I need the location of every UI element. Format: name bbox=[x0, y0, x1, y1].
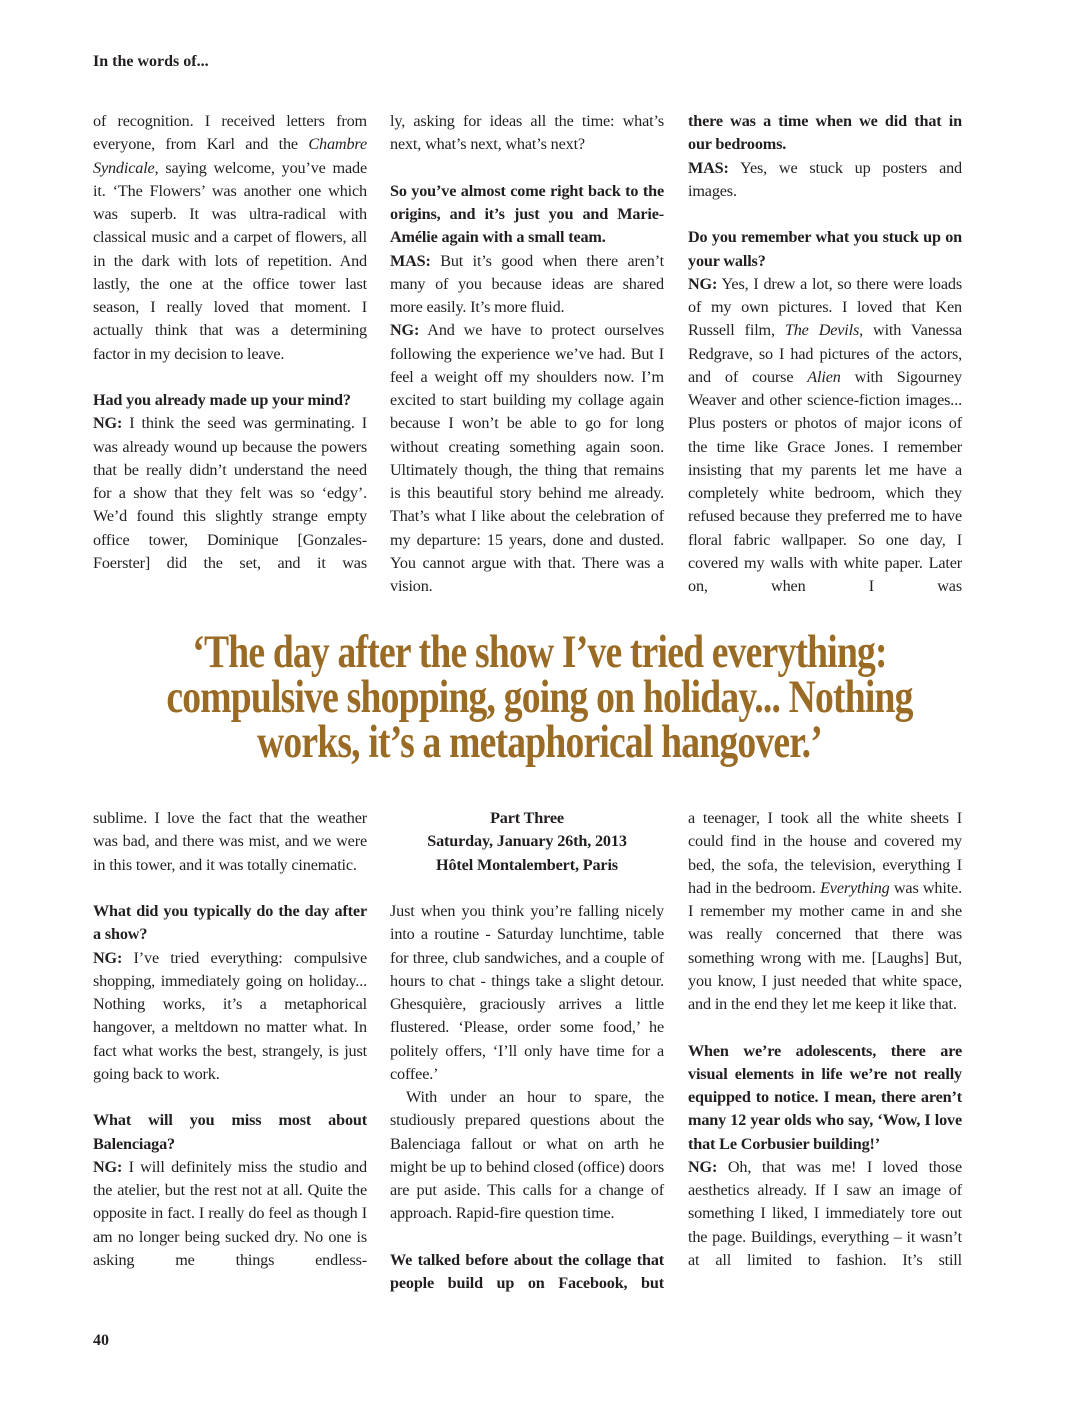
italic-text: Everything bbox=[820, 878, 890, 897]
body-text: But it’s good when there aren’t many of you because ideas are shared more easily. It’s more fluid. bbox=[390, 251, 664, 316]
pull-quote-line: works, it’s a metaphorical hangover.’ bbox=[256, 716, 823, 768]
column-bottom-1 bbox=[93, 807, 367, 1272]
section-heading bbox=[390, 854, 664, 877]
body-text: Yes, I drew a lot, so there were loads of my own pictures. I loved that Ken Russell film, bbox=[688, 274, 962, 340]
bold-text: Had you already made up your mind? bbox=[93, 391, 351, 409]
paragraph-spacer bbox=[390, 157, 664, 180]
paragraph bbox=[390, 1249, 664, 1296]
column-top-2 bbox=[390, 110, 664, 598]
paragraph bbox=[93, 412, 367, 575]
column-bottom-2 bbox=[390, 807, 664, 1295]
body-text: I think the seed was germinating. I was already wound up because the powers that be really didn’t understand the need for a show that they felt was so ‘edgy’. We’d found this slightly strange empty office tower, Dominique [Gonzales-Foerster] did the set, and it was bbox=[93, 414, 367, 572]
bold-text: NG: bbox=[688, 274, 718, 293]
body-text: , with Vanessa Redgrave, so I had pictures of the actors, and of course bbox=[688, 321, 963, 386]
body-text: was white. I remember my mother came in and she was really concerned that there was something wrong with me. [Laughs] But, you know, I just needed that white space, and in the end they let me keep it like that. bbox=[688, 878, 962, 1013]
paragraph bbox=[688, 1156, 962, 1272]
paragraph-spacer bbox=[390, 877, 664, 900]
bold-text: We talked before about the collage that people build up on Facebook, but bbox=[390, 1250, 664, 1292]
bold-text: NG: bbox=[390, 321, 420, 340]
body-text: And we have to protect ourselves following the experience we’ve had. But I feel a weight off my shoulders now. I’m excited to start building my collage again because I won’t be able to go for long without creating something again soon. Ultimately though, the thing that remains is this beautiful story behind me already. That’s what I like about the celebration of my departure: 15 years, done and dusted. You cannot argue with that. There was a vision. bbox=[390, 321, 664, 595]
body-text: a teenager, I took all the white sheets I could find in the house and covered my bed, the sofa, the television, everything I had in the bedroom. bbox=[688, 809, 962, 897]
paragraph-spacer bbox=[93, 366, 367, 389]
paragraph bbox=[390, 250, 664, 320]
paragraph bbox=[93, 110, 367, 366]
section-heading bbox=[390, 830, 664, 853]
paragraph bbox=[688, 273, 962, 599]
body-text: sublime. I love the fact that the weather was bad, and there was mist, and we were in this tower, and it was totally cinematic. bbox=[93, 809, 367, 874]
bold-text: NG: bbox=[688, 1157, 718, 1176]
body-text: Hôtel Montalembert, Paris bbox=[436, 855, 618, 874]
body-text: Yes, we stuck up posters and images. bbox=[688, 158, 962, 200]
italic-text: Alien bbox=[807, 367, 841, 386]
bold-text: MAS: bbox=[390, 251, 431, 270]
bold-text: MAS: bbox=[688, 158, 729, 177]
paragraph bbox=[93, 1156, 367, 1272]
paragraph-spacer bbox=[390, 1226, 664, 1249]
paragraph bbox=[390, 1086, 664, 1226]
bold-text: What will you miss most about Balenciaga? bbox=[93, 1111, 367, 1153]
paragraph-spacer bbox=[688, 1016, 962, 1039]
paragraph bbox=[688, 1040, 962, 1156]
bold-text: So you’ve almost come right back to the origins, and it’s just you and Marie-Amélie again with a small team. bbox=[390, 181, 664, 247]
body-text: , saying welcome, you’ve made it. ‘The Flowers’ was another one which was superb. It was ultra-radical with classical music and a carpet of flowers, all in the dark with lots of repetition. And lastly, the one at the office tower last season, I really loved that moment. I actually think that was a determining factor in my decision to leave. bbox=[93, 158, 367, 363]
body-text: with Sigourney Weaver and other science-fiction images... Plus posters or photos of major icons of the time like Grace Jones. I remember insisting that my parents let me have a completely white bedroom, which they refused because they preferred me to have floral fabric wallpaper. So one day, I covered my walls with white paper. Later on, when I was bbox=[688, 367, 962, 595]
bold-text: NG: bbox=[93, 1157, 123, 1176]
bold-text: there was a time when we did that in our bedrooms. bbox=[688, 112, 962, 154]
page-number: 40 bbox=[93, 1332, 109, 1349]
body-text: I’ve tried everything: compulsive shopping, immediately going on holiday... Nothing works, it’s a metaphorical hangover, a meltdown no matter what. In fact what works the best, strangely, is just going back to work. bbox=[93, 948, 367, 1083]
body-text: Just when you think you’re falling nicely into a routine - Saturday lunchtime, table for three, club sandwiches, and a couple of hours to chat - things take a slight detour. Ghesquière, graciously arrives a little flustered. ‘Please, order some food,’ he politely offers, ‘I’ll only have time for a coffee.’ bbox=[390, 902, 664, 1083]
paragraph bbox=[688, 807, 962, 1016]
italic-text: The Devils bbox=[784, 321, 860, 340]
bold-text: NG: bbox=[93, 414, 123, 433]
paragraph-spacer bbox=[93, 1086, 367, 1109]
pull-quote-line: compulsive shopping, going on holiday... Nothing bbox=[166, 671, 913, 723]
paragraph bbox=[93, 900, 367, 947]
paragraph bbox=[688, 226, 962, 273]
paragraph bbox=[390, 900, 664, 1086]
paragraph bbox=[688, 157, 962, 204]
paragraph bbox=[688, 110, 962, 157]
body-text: Part Three bbox=[490, 809, 564, 827]
paragraph bbox=[93, 1109, 367, 1156]
paragraph bbox=[390, 180, 664, 250]
section-heading bbox=[390, 807, 664, 830]
body-text: With under an hour to spare, the studiously prepared questions about the Balenciaga fallout or what on arth he might be up to behind closed (office) doors are put aside. This calls for a change of approach. Rapid-fire question time. bbox=[390, 1088, 664, 1223]
bold-text: NG: bbox=[93, 948, 123, 967]
column-bottom-3 bbox=[688, 807, 962, 1272]
bold-text: What did you typically do the day after a show? bbox=[93, 902, 367, 944]
paragraph-spacer bbox=[688, 203, 962, 226]
paragraph-spacer bbox=[93, 877, 367, 900]
paragraph bbox=[390, 110, 664, 157]
body-text: Oh, that was me! I loved those aesthetics already. If I saw an image of something I liked, I immediately tore out the page. Buildings, everything – it wasn’t at all limited to fashion. It’s still bbox=[688, 1157, 962, 1269]
pull-quote-line: ‘The day after the show I’ve tried everything: bbox=[192, 626, 887, 678]
italic-text: Chambre Syndicale bbox=[93, 135, 367, 177]
column-top-1 bbox=[93, 110, 367, 575]
body-text: I will definitely miss the studio and the atelier, but the rest not at all. Quite the opposite in fact. I really do feel as though I am no longer being sucked dry. No one is asking me things endless- bbox=[93, 1157, 367, 1269]
running-header: In the words of... bbox=[93, 53, 209, 70]
pull-quote bbox=[0, 626, 1079, 768]
paragraph bbox=[93, 389, 367, 412]
body-text: Saturday, January 26th, 2013 bbox=[427, 832, 627, 851]
paragraph bbox=[390, 319, 664, 598]
bold-text: When we’re adolescents, there are visual elements in life we’re not really equipped to notice. I mean, there aren’t many 12 year olds who say, ‘Wow, I love that Le Corbusier building!’ bbox=[688, 1041, 962, 1153]
body-text: ly, asking for ideas all the time: what’s next, what’s next, what’s next? bbox=[390, 112, 664, 154]
paragraph bbox=[93, 947, 367, 1087]
column-top-3 bbox=[688, 110, 962, 598]
body-text: of recognition. I received letters from everyone, from Karl and the bbox=[93, 112, 367, 154]
bold-text: Do you remember what you stuck up on your walls? bbox=[688, 228, 962, 270]
paragraph bbox=[93, 807, 367, 877]
